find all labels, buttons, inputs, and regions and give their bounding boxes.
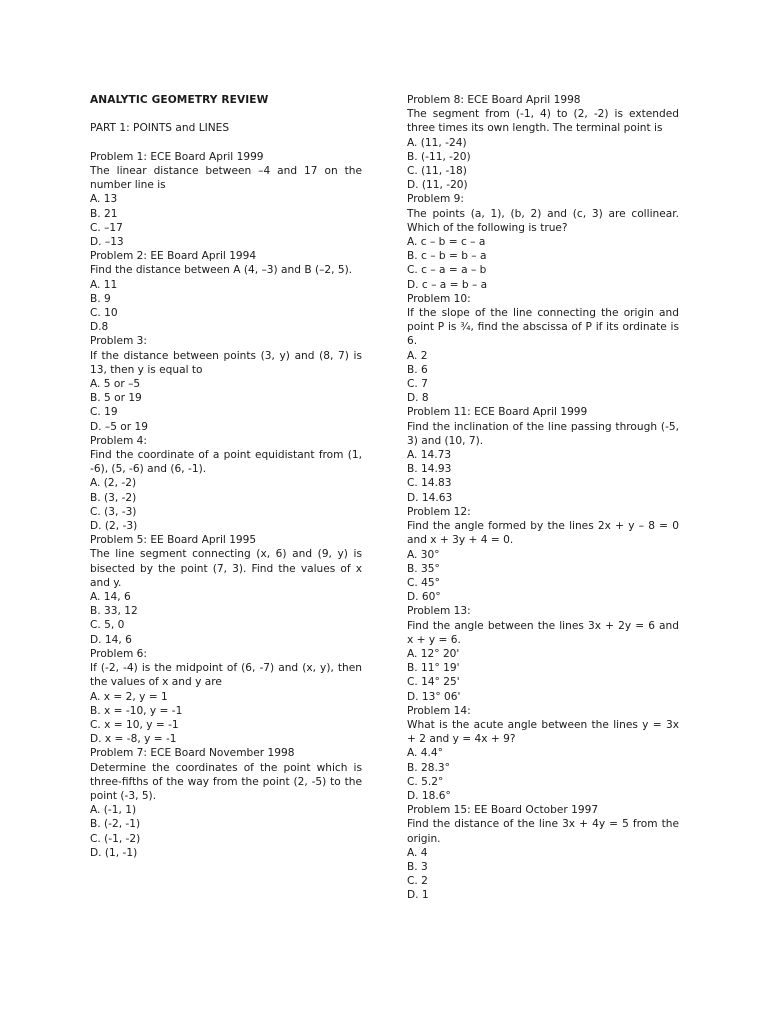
answer-option: A. (-1, 1) — [90, 804, 137, 817]
problem-block — [90, 746, 362, 860]
answer-option: A. 5 or –5 — [90, 378, 141, 391]
problem-question: If (-2, -4) is the midpoint of (6, -7) and (x, y), then the values of x and y are — [90, 662, 362, 689]
problem-title: Problem 2: EE Board April 1994 — [90, 250, 257, 263]
answer-option: D.8 — [90, 321, 109, 334]
answer-option: A. x = 2, y = 1 — [90, 690, 168, 703]
problem-title: Problem 10: — [407, 292, 471, 305]
problem-block — [407, 604, 679, 703]
problem-title: Problem 4: — [90, 434, 147, 447]
problem-title: Problem 5: EE Board April 1995 — [90, 534, 257, 547]
answer-option: C. x = 10, y = -1 — [90, 718, 179, 731]
answer-option: D. 14.63 — [407, 491, 453, 504]
problem-question: Find the coordinate of a point equidistant from (1, -6), (5, -6) and (6, -1). — [90, 449, 362, 476]
answer-option: D. 18.6° — [407, 789, 451, 802]
problem-block — [407, 803, 679, 902]
part-heading: PART 1: POINTS and LINES — [90, 122, 230, 135]
problem-block — [90, 647, 362, 746]
problem-question: What is the acute angle between the lines y = 3x + 2 and y = 4x + 9? — [407, 718, 679, 746]
problem-block — [407, 505, 679, 604]
problem-title: Problem 7: ECE Board November 1998 — [90, 747, 295, 760]
problem-block — [90, 533, 362, 647]
answer-option: D. 60° — [407, 591, 441, 604]
answer-option: A. (11, -24) — [407, 136, 467, 149]
answer-option: D. 13° 06' — [407, 690, 461, 703]
problem-title: Problem 6: — [90, 647, 147, 660]
answer-option: D. x = -8, y = -1 — [90, 733, 177, 746]
problem-question: If the slope of the line connecting the origin and point P is ¾, find the abscissa of P if its ordinate is 6. — [407, 307, 679, 348]
answer-option: B. 33, 12 — [90, 605, 138, 618]
problem-title: Problem 15: EE Board October 1997 — [407, 804, 599, 817]
problem-question: Find the inclination of the line passing through (-5, 3) and (10, 7). — [407, 420, 679, 447]
answer-option: A. 4 — [407, 846, 428, 859]
problem-block — [407, 192, 679, 291]
document-title: ANALYTIC GEOMETRY REVIEW — [90, 94, 269, 106]
problem-title: Problem 3: — [90, 335, 147, 348]
problem-block — [407, 704, 679, 803]
answer-option: B. (-2, -1) — [90, 818, 141, 831]
answer-option: A. 14, 6 — [90, 591, 131, 604]
problem-title: Problem 1: ECE Board April 1999 — [90, 150, 264, 163]
answer-option: B. 14.93 — [407, 463, 452, 476]
problem-title: Problem 9: — [407, 193, 464, 206]
answer-option: B. c – b = b – a — [407, 250, 487, 263]
problem-question: The linear distance between –4 and 17 on the number line is — [90, 164, 362, 192]
problem-block — [90, 150, 362, 249]
answer-option: D. –5 or 19 — [90, 420, 148, 433]
left-problem-list — [90, 150, 362, 860]
answer-option: A. c – b = c – a — [407, 236, 486, 249]
problem-question: If the distance between points (3, y) and (8, 7) is 13, then y is equal to — [90, 349, 362, 376]
problem-question: Determine the coordinates of the point which is three-fifths of the way from the point (2, -5) to the point (-3, 5). — [90, 761, 362, 802]
answer-option: D. 1 — [407, 889, 429, 902]
answer-option: C. 14° 25' — [407, 676, 460, 689]
problem-question: Find the angle between the lines 3x + 2y = 6 and x + y = 6. — [407, 619, 679, 646]
answer-option: C. 19 — [90, 406, 118, 419]
problem-block — [90, 334, 362, 433]
problem-title: Problem 14: — [407, 704, 471, 717]
problem-question: The segment from (-1, 4) to (2, -2) is extended three times its own length. The terminal point is — [407, 108, 679, 135]
problem-question: Find the distance of the line 3x + 4y = 5 from the origin. — [407, 818, 679, 845]
answer-option: A. 4.4° — [407, 747, 443, 760]
answer-option: B. 3 — [407, 860, 428, 873]
answer-option: D. 14, 6 — [90, 633, 132, 646]
answer-option: B. x = -10, y = -1 — [90, 704, 183, 717]
answer-option: B. 11° 19' — [407, 662, 460, 675]
answer-option: D. (1, -1) — [90, 846, 138, 859]
answer-option: B. (3, -2) — [90, 491, 137, 504]
answer-option: C. 45° — [407, 576, 440, 589]
answer-option: B. 9 — [90, 292, 111, 305]
problem-block — [407, 93, 679, 192]
answer-option: C. (3, -3) — [90, 505, 137, 518]
answer-option: C. 2 — [407, 875, 428, 888]
answer-option: B. 5 or 19 — [90, 392, 142, 405]
answer-option: A. 14.73 — [407, 449, 452, 462]
answer-option: C. 7 — [407, 378, 428, 391]
answer-option: B. 21 — [90, 207, 118, 220]
problem-question: The points (a, 1), (b, 2) and (c, 3) are collinear. Which of the following is true? — [407, 207, 679, 234]
answer-option: C. c – a = a – b — [407, 264, 487, 277]
problem-question: Find the distance between A (4, –3) and B (–2, 5). — [90, 264, 353, 277]
problem-title: Problem 13: — [407, 605, 471, 618]
problem-title: Problem 8: ECE Board April 1998 — [407, 94, 581, 106]
answer-option: B. (-11, -20) — [407, 150, 471, 163]
answer-option: A. (2, -2) — [90, 477, 137, 490]
problem-block — [90, 434, 362, 533]
right-column — [407, 93, 679, 903]
answer-option: A. 2 — [407, 349, 428, 362]
problem-block — [407, 292, 679, 406]
problem-question: Find the angle formed by the lines 2x + y – 8 = 0 and x + 3y + 4 = 0. — [407, 520, 679, 547]
answer-option: C. (-1, -2) — [90, 832, 141, 845]
answer-option: B. 6 — [407, 363, 428, 376]
answer-option: D. –13 — [90, 236, 124, 248]
answer-option: A. 13 — [90, 193, 118, 206]
answer-option: D. (11, -20) — [407, 179, 468, 192]
problem-question: The line segment connecting (x, 6) and (9, y) is bisected by the point (7, 3). Find the values of x and y. — [90, 548, 362, 589]
answer-option: C. –17 — [90, 221, 123, 234]
answer-option: B. 28.3° — [407, 761, 450, 774]
answer-option: D. 8 — [407, 392, 429, 405]
answer-option: A. 12° 20' — [407, 647, 460, 660]
answer-option: C. 5.2° — [407, 775, 444, 788]
problem-block — [90, 249, 362, 334]
answer-option: D. c – a = b – a — [407, 278, 488, 291]
right-problem-list — [407, 93, 679, 903]
problem-block — [407, 405, 679, 504]
answer-option: C. 10 — [90, 307, 118, 320]
problem-title: Problem 11: ECE Board April 1999 — [407, 406, 588, 419]
answer-option: C. 5, 0 — [90, 619, 125, 632]
answer-option: A. 11 — [90, 278, 118, 291]
answer-option: B. 35° — [407, 562, 440, 575]
answer-option: C. (11, -18) — [407, 165, 467, 178]
answer-option: D. (2, -3) — [90, 520, 138, 533]
answer-option: C. 14.83 — [407, 477, 452, 490]
left-column — [90, 93, 362, 860]
answer-option: A. 30° — [407, 548, 440, 561]
problem-title: Problem 12: — [407, 505, 471, 518]
